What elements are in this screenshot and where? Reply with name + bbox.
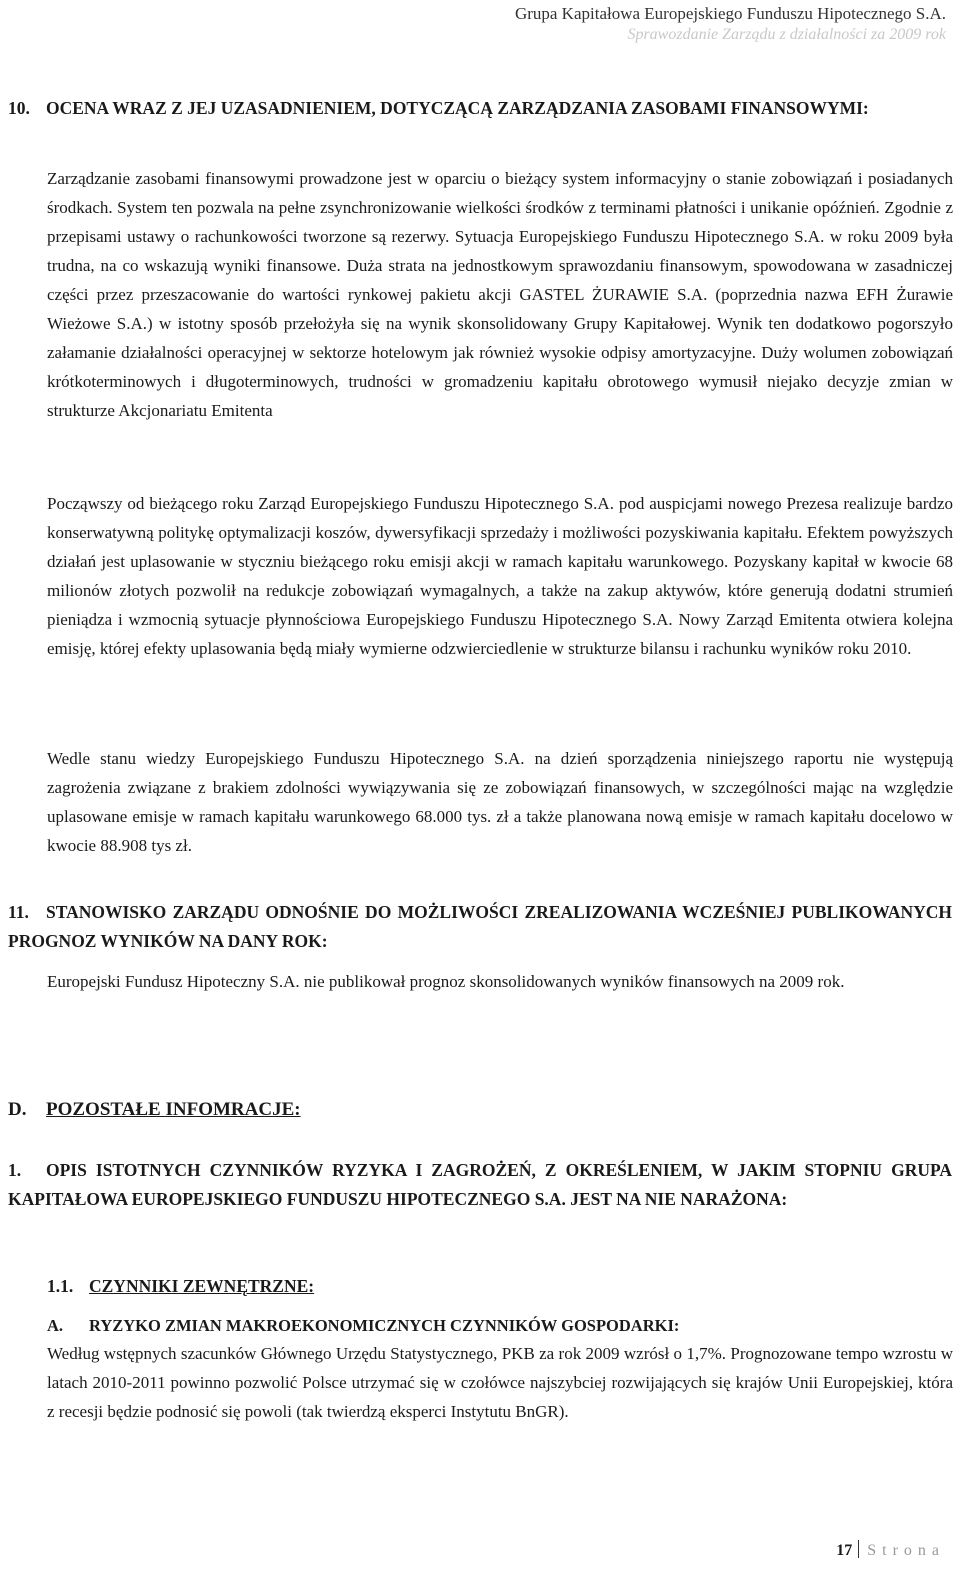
footer-divider <box>858 1540 859 1558</box>
subsection-1-1-number: 1.1. <box>47 1276 74 1296</box>
section-11-paragraph: Europejski Fundusz Hipoteczny S.A. nie publikował prognoz skonsolidowanych wyników finansowych na 2009 rok. <box>47 972 845 991</box>
section-d-letter: D. <box>8 1099 27 1120</box>
header-company-name: Grupa Kapitałowa Europejskiego Funduszu Hipotecznego S.A. <box>514 4 946 23</box>
section-a-letter: A. <box>47 1316 64 1335</box>
section-a-title: RYZYKO ZMIAN MAKROEKONOMICZNYCH CZYNNIKÓW GOSPODARKI: <box>89 1316 680 1335</box>
section-d-title: POZOSTAŁE INFOMRACJE: <box>46 1099 301 1120</box>
header-report-title: Sprawozdanie Zarządu z działalności za 2009 rok <box>627 26 946 43</box>
section-10-heading <box>8 94 952 123</box>
section-10-paragraph-3: Wedle stanu wiedzy Europejskiego Funduszu Hipotecznego S.A. na dzień sporządzenia niniejszego raportu nie występują zagrożenia związane z brakiem zdolności wywiązywania się ze zobowiązań finansowych, w szczególności mając na względzie uplasowane emisje w ramach kapitału warunkowego 68.000 tys. zł a także planowana nową emisje w ramach kapitału docelowo w kwocie 88.908 tys zł. <box>47 749 953 855</box>
subsection-1-1-heading <box>47 1272 953 1301</box>
section-a-paragraph: Według wstępnych szacunków Głównego Urzędu Statystycznego, PKB za rok 2009 wzrósł o 1,7%. Prognozowane tempo wzrostu w latach 2010-2011 powinno pozwolić Polsce utrzymać się w czołówce najszybciej rozwijających się krajów Unii Europejskiej, która z recesji będzie podnosić się powoli (tak twierdzą eksperci Instytutu BnGR). <box>47 1344 953 1421</box>
page-number: 17 <box>836 1542 853 1559</box>
section-a-heading <box>47 1311 953 1340</box>
section-11-number: 11. <box>8 902 29 922</box>
section-10-number: 10. <box>8 98 30 118</box>
section-11-heading <box>8 898 952 956</box>
section-1-heading <box>8 1156 952 1214</box>
section-10-title: OCENA WRAZ Z JEJ UZASADNIENIEM, DOTYCZĄCĄ ZARZĄDZANIA ZASOBAMI FINANSOWYMI: <box>46 98 869 118</box>
page-label: Strona <box>867 1542 945 1559</box>
subsection-1-1-title: CZYNNIKI ZEWNĘTRZNE: <box>89 1276 315 1296</box>
section-10-paragraph-2: Począwszy od bieżącego roku Zarząd Europejskiego Funduszu Hipotecznego S.A. pod auspicjami nowego Prezesa realizuje bardzo konserwatywną politykę optymalizacji koszów, dywersyfikacji sprzedaży i możliwości pozyskiwania kapitału. Efektem powyższych działań jest uplasowanie w styczniu bieżącego roku emisji akcji w ramach kapitału warunkowego. Pozyskany kapitał w kwocie 68 milionów złotych pozwolił na redukcje zobowiązań wymagalnych, a także na zakup aktywów, które generują dodatni strumień pieniądza i wzmocnią sytuacje płynnościowa Europejskiego Funduszu Hipotecznego S.A. Nowy Zarząd Emitenta otwiera kolejna emisję, której efekty uplasowania będą miały wymierne odzwierciedlenie w strukturze bilansu i rachunku wyników roku 2010. <box>47 494 953 658</box>
section-11-title: STANOWISKO ZARZĄDU ODNOŚNIE DO MOŻLIWOŚCI ZREALIZOWANIA WCZEŚNIEJ PUBLIKOWANYCH PROGNOZ WYNIKÓW NA DANY ROK: <box>8 902 952 951</box>
section-1-title: OPIS ISTOTNYCH CZYNNIKÓW RYZYKA I ZAGROŻEŃ, Z OKREŚLENIEM, W JAKIM STOPNIU GRUPA KAPITAŁOWA EUROPEJSKIEGO FUNDUSZU HIPOTECZNEGO S.A. JEST NA NIE NARAŻONA: <box>8 1160 952 1209</box>
section-10-paragraph-1: Zarządzanie zasobami finansowymi prowadzone jest w oparciu o bieżący system informacyjny o stanie zobowiązań i posiadanych środkach. System ten pozwala na pełne zsynchronizowanie wielkości środków z terminami płatności i unikanie opóźnień. Zgodnie z przepisami ustawy o rachunkowości tworzone są rezerwy. Sytuacja Europejskiego Funduszu Hipotecznego S.A. w roku 2009 była trudna, na co wskazują wyniki finansowe. Duża strata na jednostkowym sprawozdaniu finansowym, spowodowana w zasadniczej części przez przeszacowanie do wartości rynkowej pakietu akcji GASTEL ŻURAWIE S.A. (poprzednia nazwa EFH Żurawie Wieżowe S.A.) w istotny sposób przełożyła się na wynik skonsolidowany Grupy Kapitałowej. Wynik ten dodatkowo pogorszyło załamanie działalności operacyjnej w sektorze hotelowym jak również wysokie odpisy amortyzacyjne. Duży wolumen zobowiązań krótkoterminowych i długoterminowych, trudności w gromadzeniu kapitału obrotowego wymusił niejako decyzje zmian w strukturze Akcjonariatu Emitenta <box>47 169 953 420</box>
section-d-heading <box>8 1095 952 1124</box>
section-1-number: 1. <box>8 1160 22 1180</box>
page-footer <box>0 1539 945 1563</box>
